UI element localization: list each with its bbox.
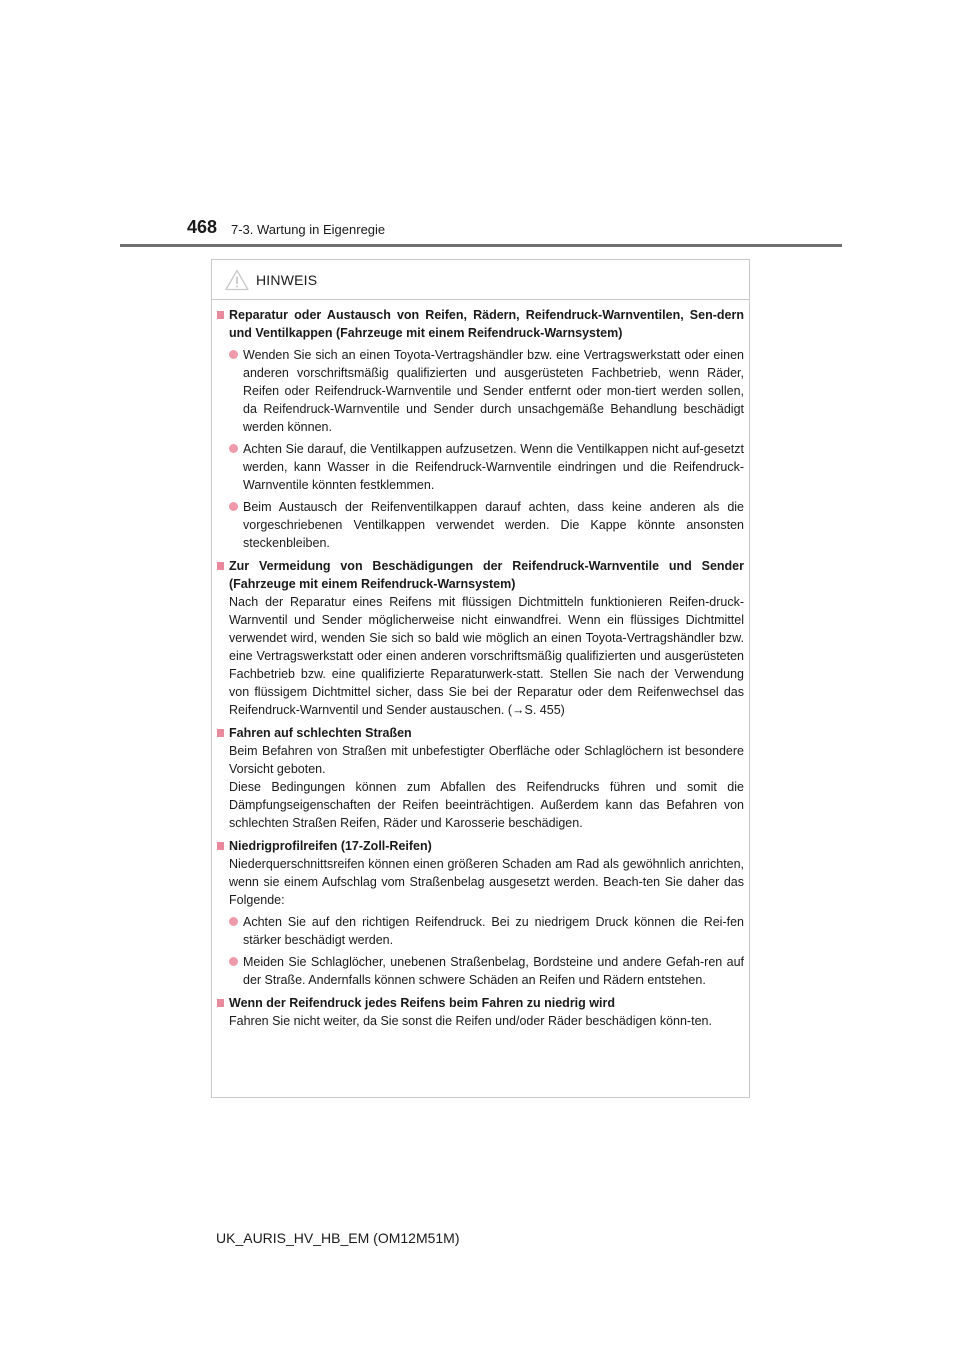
circle-bullet-icon (229, 917, 238, 926)
notice-title: HINWEIS (256, 272, 318, 288)
section-paragraph: Nach der Reparatur eines Reifens mit flüssigen Dichtmitteln funktionieren Reifen-druck-Warnventil und Sender möglicherweise nicht einwandfrei. Wenn ein flüssiges Dichtmittel verwendet wird, wenden Sie sich so bald wie möglich an einen Toyota-Vertragshändler bzw. eine Vertragswerkstatt oder einen anderen vorschriftsmäßig qualifizierten und ausgerüsteten Fachbetrieb bzw. eine qualifizierte Reparaturwerk-statt. Stellen Sie nach der Verwendung von flüssigem Dichtmittel sicher, dass Sie bei der Reparatur oder dem Reifenwechsel das Reifendruck-Warnventil und Sender austauschen. (→S. 455) (229, 595, 744, 717)
bullet-text: Meiden Sie Schlaglöcher, unebenen Straßenbelag, Bordsteine und andere Gefah-ren auf der Straße. Andernfalls können schwere Schäden an Reifen und Rädern entstehen. (243, 955, 744, 987)
section-heading-text: Fahren auf schlechten Straßen (229, 726, 412, 740)
section-paragraph: Fahren Sie nicht weiter, da Sie sonst die Reifen und/oder Räder beschädigen könn-ten. (229, 1014, 712, 1028)
square-bullet-icon (217, 562, 224, 570)
section-heading (217, 306, 744, 342)
notice-box (211, 259, 750, 1098)
notice-section-valve-damage (217, 557, 744, 719)
header-divider (120, 244, 842, 247)
section-heading (217, 557, 744, 593)
circle-bullet-icon (229, 957, 238, 966)
document-code: UK_AURIS_HV_HB_EM (OM12M51M) (216, 1230, 460, 1246)
square-bullet-icon (217, 999, 224, 1007)
section-heading (217, 724, 744, 742)
square-bullet-icon (217, 729, 224, 737)
bullet-text: Achten Sie darauf, die Ventilkappen aufzusetzen. Wenn die Ventilkappen nicht auf-gesetzt werden, kann Wasser in die Reifendruck-Warnventile eindringen und die Reifendruck-Warnventile könnten festklemmen. (243, 442, 744, 492)
notice-section-tire-repair (217, 306, 744, 552)
notice-body (217, 301, 744, 1030)
circle-bullet-icon (229, 350, 238, 359)
section-heading-text: Reparatur oder Austausch von Reifen, Rädern, Reifendruck-Warnventilen, Sen-dern und Ventilkappen (Fahrzeuge mit einem Reifendruck-Warnsystem) (229, 308, 744, 340)
circle-bullet-icon (229, 502, 238, 511)
bullet-item (217, 953, 744, 989)
bullet-text: Wenden Sie sich an einen Toyota-Vertragshändler bzw. eine Vertragswerkstatt oder einen anderen vorschriftsmäßig qualifizierten und ausgerüsteten Fachbetrieb, wenn Räder, Reifen oder Reifendruck-Warnventile und Sender entfernt oder mon-tiert werden sollen, da Reifendruck-Warnventile und Sender durch unsachgemäße Behandlung beschädigt werden können. (243, 348, 744, 434)
section-heading (217, 837, 744, 855)
circle-bullet-icon (229, 444, 238, 453)
notice-section-low-pressure (217, 994, 744, 1030)
section-heading-text: Zur Vermeidung von Beschädigungen der Reifendruck-Warnventile und Sender (Fahrzeuge mit einem Reifendruck-Warnsystem) (229, 559, 744, 591)
bullet-text: Achten Sie auf den richtigen Reifendruck. Bei zu niedrigem Druck können die Rei-fen stärker beschädigt werden. (243, 915, 744, 947)
section-paragraph: Beim Befahren von Straßen mit unbefestigter Oberfläche oder Schlaglöchern ist besondere Vorsicht geboten. (229, 744, 744, 776)
section-heading-text: Wenn der Reifendruck jedes Reifens beim Fahren zu niedrig wird (229, 996, 615, 1010)
notice-section-low-profile-tires (217, 837, 744, 989)
notice-header (212, 260, 749, 300)
bullet-item (217, 498, 744, 552)
square-bullet-icon (217, 311, 224, 319)
section-heading (217, 994, 744, 1012)
section-paragraph: Diese Bedingungen können zum Abfallen des Reifendrucks führen und somit die Dämpfungseigenschaften der Reifen beeinträchtigen. Außerdem kann das Befahren von schlechten Straßen Reifen, Räder und Karosserie beschädigen. (229, 780, 744, 830)
warning-triangle-icon (225, 269, 249, 291)
bullet-item (217, 440, 744, 494)
section-title: 7-3. Wartung in Eigenregie (231, 222, 386, 237)
square-bullet-icon (217, 842, 224, 850)
page-number: 468 (187, 217, 218, 237)
section-paragraph: Niederquerschnittsreifen können einen größeren Schaden am Rad als gewöhnlich anrichten, wenn sie einem Aufschlag vom Straßenbelag ausgesetzt werden. Beach-ten Sie daher das Folgende: (229, 857, 744, 907)
notice-section-bad-roads (217, 724, 744, 832)
bullet-item (217, 346, 744, 436)
bullet-item (217, 913, 744, 949)
section-heading-text: Niedrigprofilreifen (17-Zoll-Reifen) (229, 839, 432, 853)
bullet-text: Beim Austausch der Reifenventilkappen darauf achten, dass keine anderen als die vorgeschriebenen Ventilkappen verwendet werden. Die Kappe könnte ansonsten steckenbleiben. (243, 500, 744, 550)
